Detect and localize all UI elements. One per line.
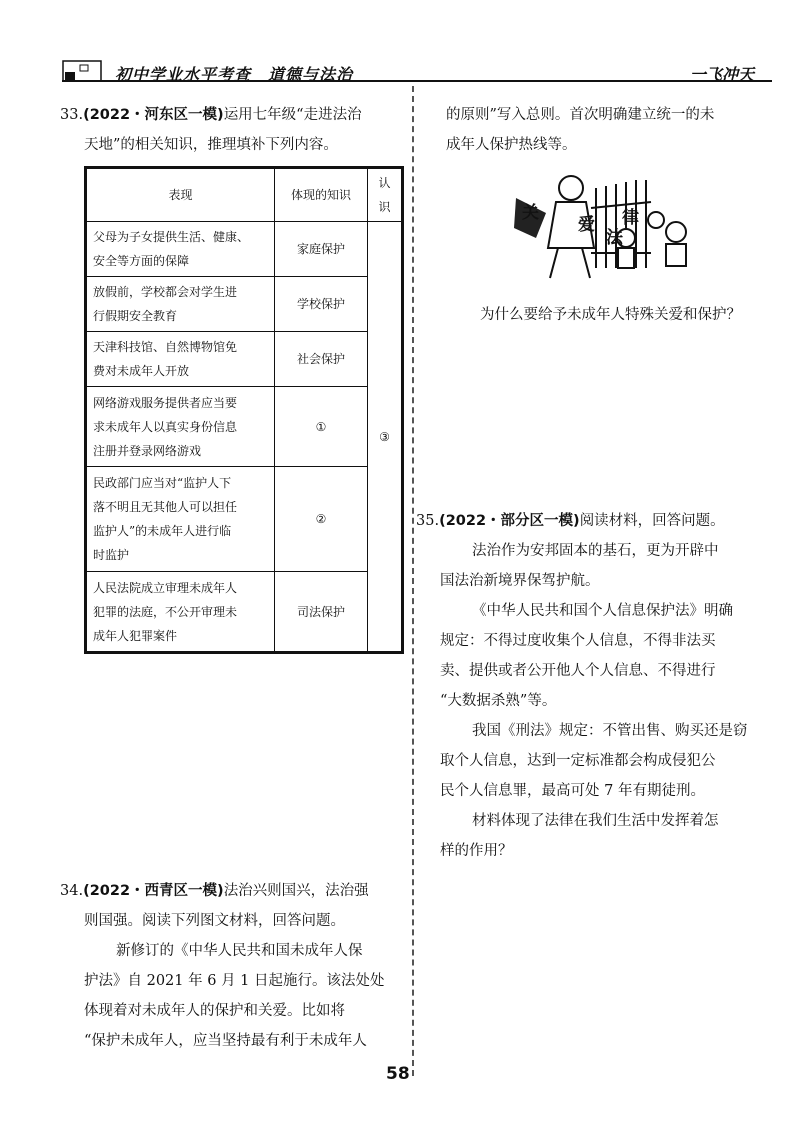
header-rule <box>62 80 772 82</box>
q34-source: (2022・西青区一模) <box>83 883 224 899</box>
q35-source: (2022・部分区一模) <box>439 513 580 529</box>
cell-line: 父母为子女提供生活、健康、 <box>93 230 250 245</box>
table-cell-description <box>87 222 275 277</box>
table-cell-description <box>87 387 275 467</box>
table-cell-knowledge: 社会保护 <box>275 332 368 387</box>
table-row <box>87 277 402 332</box>
cartoon-label: 律 <box>622 208 639 228</box>
q35-line: 国法治新境界保驾护航。 <box>440 573 600 589</box>
protection-cartoon-image <box>506 168 696 286</box>
cell-line: 放假前，学校都会对学生进 <box>93 285 238 300</box>
cell-line: 费对未成年人开放 <box>93 364 190 379</box>
table-header: 认识 <box>368 169 402 222</box>
q34-number: 34. <box>60 883 84 899</box>
cell-line: 注册并登录网络游戏 <box>93 443 202 458</box>
table-row <box>87 467 402 572</box>
page-number: 58 <box>386 1064 410 1084</box>
table-row <box>87 572 402 652</box>
table-cell-knowledge: 司法保护 <box>275 572 368 652</box>
q35-heading <box>416 506 725 536</box>
header-title: 初中学业水平考查 道德与法治 <box>115 65 354 84</box>
q34-cont-line: 的原则”写入总则。首次明确建立统一的未 <box>446 107 715 123</box>
q34-cont-line: 成年人保护热线等。 <box>446 137 577 153</box>
table-row <box>87 222 402 277</box>
q35-number: 35. <box>416 513 440 529</box>
q35-line: 规定：不得过度收集个人信息，不得非法买 <box>440 633 716 649</box>
cell-line: 人民法院成立审理未成年人 <box>93 580 238 595</box>
q34-line: 体现着对未成年人的保护和关爱。比如将 <box>84 1003 345 1019</box>
q34-text-1: 法治兴则国兴，法治强 <box>223 883 369 899</box>
table-row <box>87 387 402 467</box>
cell-line: 监护人”的未成年人进行临 <box>93 524 232 539</box>
cell-line: 犯罪的法庭，不公开审理未 <box>93 604 238 619</box>
table-header: 表现 <box>87 169 275 222</box>
cell-line: 落不明且无其他人可以担任 <box>93 500 238 515</box>
table-cell-description <box>87 277 275 332</box>
cartoon-label: 法 <box>606 228 623 248</box>
q35-line: “大数据杀熟”等。 <box>440 693 557 709</box>
q35-line: 取个人信息，达到一定标准都会构成侵犯公 <box>440 753 716 769</box>
header-series-name: 一飞冲天 <box>690 65 755 84</box>
book-logo <box>62 60 102 82</box>
q34-question: 为什么要给予未成年人特殊关爱和保护？ <box>480 307 741 323</box>
table-cell-description <box>87 467 275 572</box>
cartoon-label: 关 <box>522 203 539 223</box>
q35-text: 阅读材料，回答问题。 <box>579 513 725 529</box>
table-cell-recognition: ③ <box>368 222 402 652</box>
table-header: 体现的知识 <box>275 169 368 222</box>
cell-line: 民政部门应当对“监护人下 <box>93 476 232 491</box>
table-cell-knowledge: 家庭保护 <box>275 222 368 277</box>
q34-text-2: 则国强。阅读下列图文材料，回答问题。 <box>84 913 345 929</box>
q35-line: 《中华人民共和国个人信息保护法》明确 <box>472 603 733 619</box>
q35-line: 法治作为安邦固本的基石，更为开辟中 <box>472 543 719 559</box>
table-cell-knowledge: ① <box>275 387 368 467</box>
table-cell-knowledge: ② <box>275 467 368 572</box>
cell-line: 安全等方面的保障 <box>93 254 190 269</box>
q33-text-1: 运用七年级“走进法治 <box>223 107 362 123</box>
cell-line: 天津科技馆、自然博物馆免 <box>93 340 238 355</box>
table-cell-description <box>87 332 275 387</box>
q35-line: 民个人信息罪，最高可处 7 年有期徒刑。 <box>440 783 705 799</box>
cell-line: 网络游戏服务提供者应当要 <box>93 395 238 410</box>
q33-number: 33. <box>60 107 84 123</box>
q34-line: 新修订的《中华人民共和国未成年人保 <box>116 943 363 959</box>
q34-heading <box>60 876 405 906</box>
q33-text-2: 天地”的相关知识，推理填补下列内容。 <box>84 137 338 153</box>
cell-line: 成年人犯罪案件 <box>93 628 178 643</box>
cartoon-label: 爱 <box>578 215 595 235</box>
table-cell-knowledge: 学校保护 <box>275 277 368 332</box>
q33-source: (2022・河东区一模) <box>83 107 224 123</box>
q34-line: 护法》自 2021 年 6 月 1 日起施行。该法处处 <box>84 973 385 989</box>
cell-line: 求未成年人以真实身份信息 <box>93 419 238 434</box>
q33-heading <box>60 100 405 130</box>
table-header-row <box>87 169 402 222</box>
q35-line: 样的作用？ <box>440 843 513 859</box>
table-row <box>87 332 402 387</box>
column-divider <box>412 86 414 1076</box>
q35-line: 材料体现了法律在我们生活中发挥着怎 <box>472 813 719 829</box>
table-cell-description <box>87 572 275 652</box>
cell-line: 时监护 <box>93 548 130 563</box>
q35-line: 卖、提供或者公开他人个人信息、不得进行 <box>440 663 716 679</box>
cell-line: 行假期安全教育 <box>93 309 178 324</box>
q35-line: 我国《刑法》规定：不管出售、购买还是窃 <box>472 723 748 739</box>
q33-table <box>84 166 404 654</box>
q34-line: “保护未成年人，应当坚持最有利于未成年人 <box>84 1033 367 1049</box>
